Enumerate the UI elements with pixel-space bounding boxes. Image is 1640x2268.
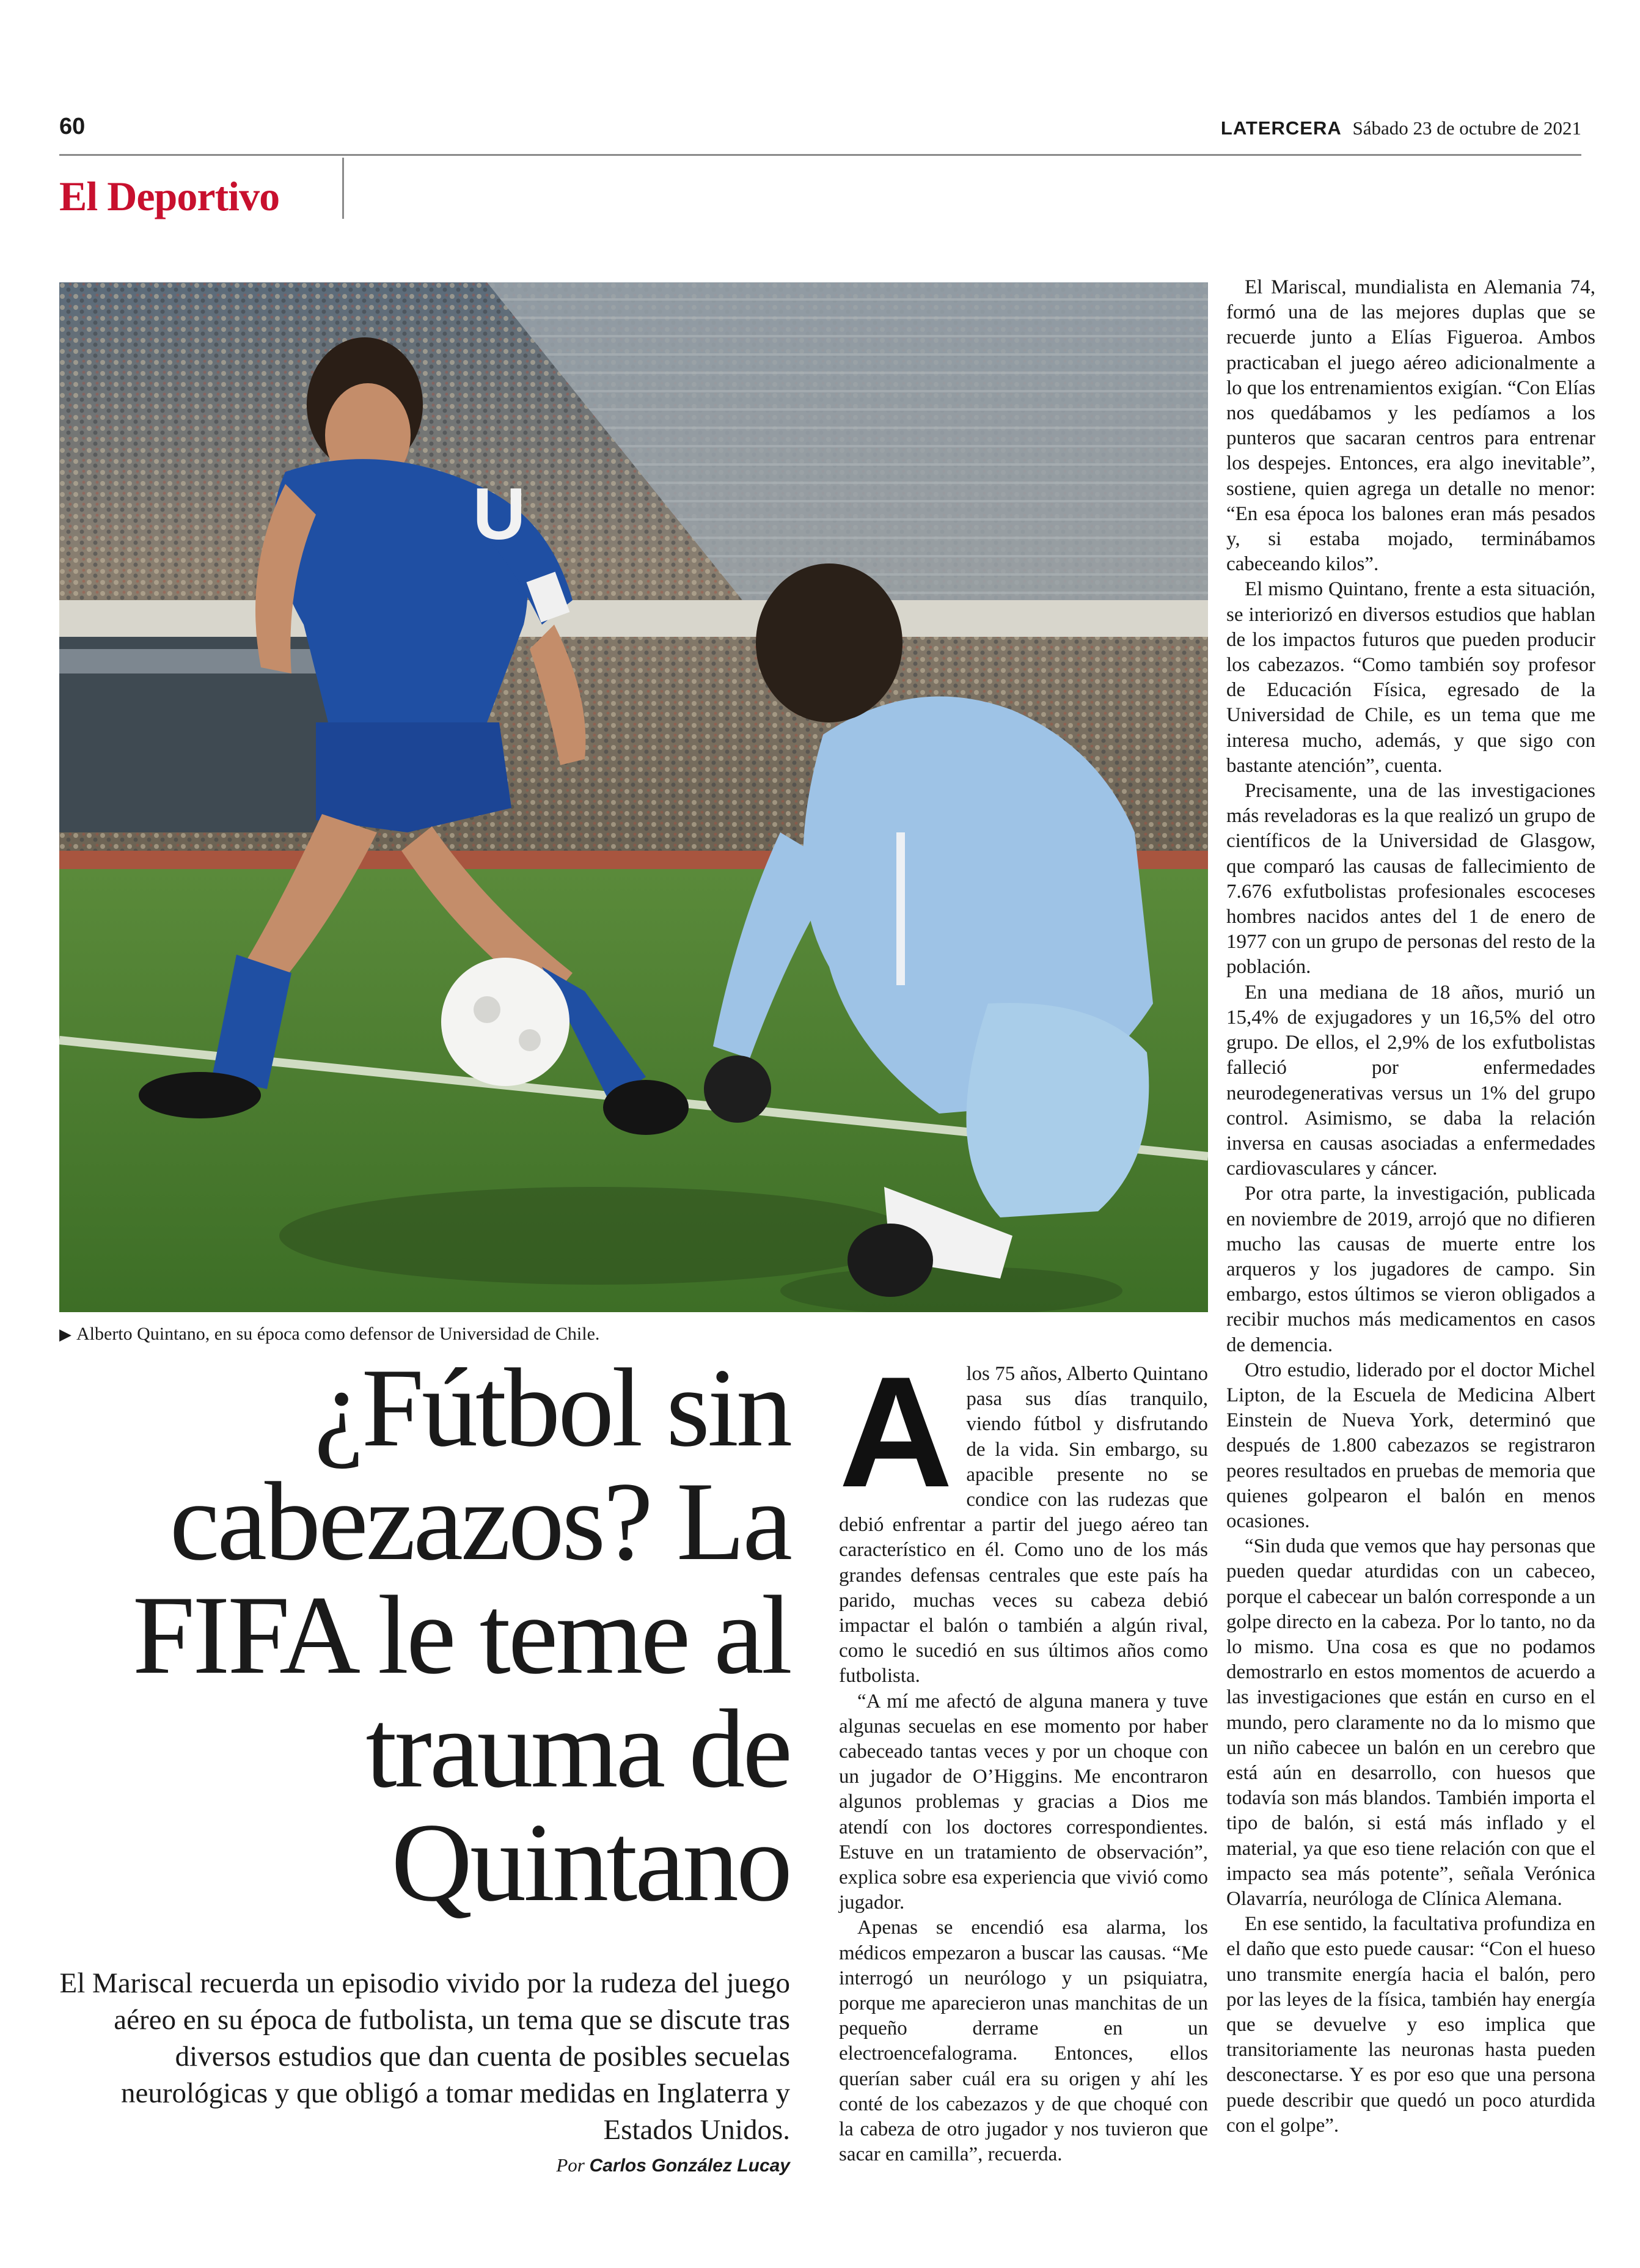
section-divider xyxy=(342,158,344,219)
body-paragraph: El mismo Quintano, frente a esta situación, se interiorizó en diversos estudios que hablan de los impactos futuros que pueden producir los cabezazos. “Como también soy profesor de Educación Física, egresado de la Universidad de Chile, es un tema que me interesa mucho, además, y que sigo con bastante atención”, cuenta. xyxy=(1226,578,1595,777)
body-paragraph: Apenas se encendió esa alarma, los médicos empezaron a buscar las causas. “Me interrogó un neurólogo y un psiquiatra, porque me aparecieron unas manchitas de un pequeño derrame en un electroencefalograma. Entonces, ellos querían saber cuál era su origen y ahí les conté de los cabezazos y de que choqué con la cabeza de otro jugador y nos tuvieron que sacar en camilla”, recuerda. xyxy=(839,1917,1208,2166)
body-paragraph: En ese sentido, la facultativa profundiza en el daño que esto puede causar: “Con el hueso uno transmite energía hacia el balón, pero por las leyes de la física, también hay energía que se devuelve y eso implica que transitoriamente las neuronas hasta pueden desconectarse. Y es por eso que una persona puede describir que quedó un poco aturdida con el golpe”. xyxy=(1226,1913,1595,2137)
body-paragraph: “Sin duda que vemos que hay personas que pueden quedar aturdidas con un cabeceo, porque el cabecear un balón corresponde a un golpe directo en la cabeza. Por lo tanto, no da lo mismo. Una cosa es que no podamos demostrarlo en estos momentos de acuerdo a las investigaciones que están en curso en el mundo, pero claramente no da lo mismo que un niño cabecee un balón en un cerebro que está aún en desarrollo, con huesos que todavía son más blandos. También importa el tipo de balón, si está más inflado y el material, ya que eso tiene relación con que el impacto sea más potente”, señala Verónica Olavarría, neuróloga de Clínica Alemana. xyxy=(1226,1535,1595,1910)
deck-summary: El Mariscal recuerda un episodio vivido por la rudeza del juego aéreo en su época de futbolista, un tema que se discute tras diversos estudios que dan cuenta de posibles secuelas neurológicas y que obligó a tomar medidas en Inglaterra y Estados Unidos. xyxy=(59,1967,790,2146)
body-paragraph: Otro estudio, liderado por el doctor Michel Lipton, de la Escuela de Medicina Albert Einstein de Nueva York, determinó que después de 1.800 cabezazos se registraron peores resultados en pruebas de memoria que quienes golpearon el balón en menos ocasiones. xyxy=(1226,1359,1595,1532)
caption-text: Alberto Quintano, en su época como defensor de Universidad de Chile. xyxy=(76,1324,600,1344)
body-paragraph: En una mediana de 18 años, murió un 15,4% de exjugadores y un 16,5% del otro grupo. De ellos, el 2,9% de los exfutbolistas falleció por enfermedades neurodegenerativas versus un 1% del grupo control. Asimismo, se daba la relación inversa en causas asociadas a enfermedades cardiovasculares y cáncer. xyxy=(1226,981,1595,1180)
section-title: El Deportivo xyxy=(59,173,280,219)
shirt-letter: U xyxy=(472,473,526,555)
photo-caption xyxy=(59,1324,599,1345)
article-photo xyxy=(59,282,1208,1312)
body-paragraph: Por otra parte, la investigación, publicada en noviembre de 2019, arrojó que no difieren mucho las causas de muerte entre los arqueros y los jugadores de campo. Sin embargo, estos últimos se vieron obligados a recibir muchos más medicamentos en casos de demencia. xyxy=(1226,1183,1595,1356)
football-match-illustration xyxy=(59,282,1208,1312)
caption-marker-icon: ▶ xyxy=(59,1326,71,1344)
byline-prefix: Por xyxy=(556,2154,585,2176)
author-name: Carlos González Lucay xyxy=(589,2156,790,2176)
body-paragraph: El Mariscal, mundialista en Alemania 74, formó una de las mejores duplas que se recuerde junto a Elías Figueroa. Ambos practicaban el juego aéreo adicionalmente a lo que los entrenamientos exigían. “Con Elías nos quedábamos y les pedíamos a los punteros que sacaran centros para entrenar los despejes. Entonces, era algo inevitable”, sostiene, quien agrega un detalle no menor: “En esa época los balones eran más pesados y, si estaba mojado, terminábamos cabeceando kilos”. xyxy=(1226,276,1595,576)
byline xyxy=(556,2154,790,2176)
body-paragraph: Precisamente, una de las investigaciones más reveladoras es la que realizó un grupo de científicos de la Universidad de Glasgow, que comparó las causas de fallecimiento de 7.676 exfutbolistas profesionales escoceses hombres nacidos antes del 1 de enero de 1977 con un grupo de personas del resto de la población. xyxy=(1226,780,1595,978)
masthead xyxy=(1221,117,1581,139)
issue-date: Sábado 23 de octubre de 2021 xyxy=(1352,117,1581,139)
body-column-right xyxy=(1226,275,1595,2138)
page-number: 60 xyxy=(59,114,86,139)
header-rule xyxy=(59,154,1581,156)
body-paragraph: Alos 75 años, Alberto Quintano pasa sus días tranquilo, viendo fútbol y disfrutando de la vida. Sin embargo, su apacible presente no se condice con las rudezas que debió enfrentar a partir del juego aéreo tan característico en él. Como uno de los más grandes defensas centrales que este país ha parido, muchas veces su cabeza debió impactar el balón o también a algún rival, como le sucedió en sus últimos años como futbolista. xyxy=(839,1343,1208,1687)
body-column-left xyxy=(839,1343,1208,2168)
body-paragraph: “A mí me afectó de alguna manera y tuve algunas secuelas en ese momento por haber cabeceado tantas veces y por un choque con un jugador de O’Higgins. Me encontraron algunos problemas y gracias a Dios me atendí con los doctores correspondientes. Estuve en un tratamiento de observación”, explica sobre esa experiencia que vivió como jugador. xyxy=(839,1690,1208,1914)
headline: ¿Fútbol sin cabezazos? La FIFA le teme al trauma de Quintano xyxy=(132,1345,790,1925)
drop-cap: A xyxy=(839,1343,953,1520)
newspaper-brand: LATERCERA xyxy=(1220,117,1342,139)
football xyxy=(441,958,569,1086)
